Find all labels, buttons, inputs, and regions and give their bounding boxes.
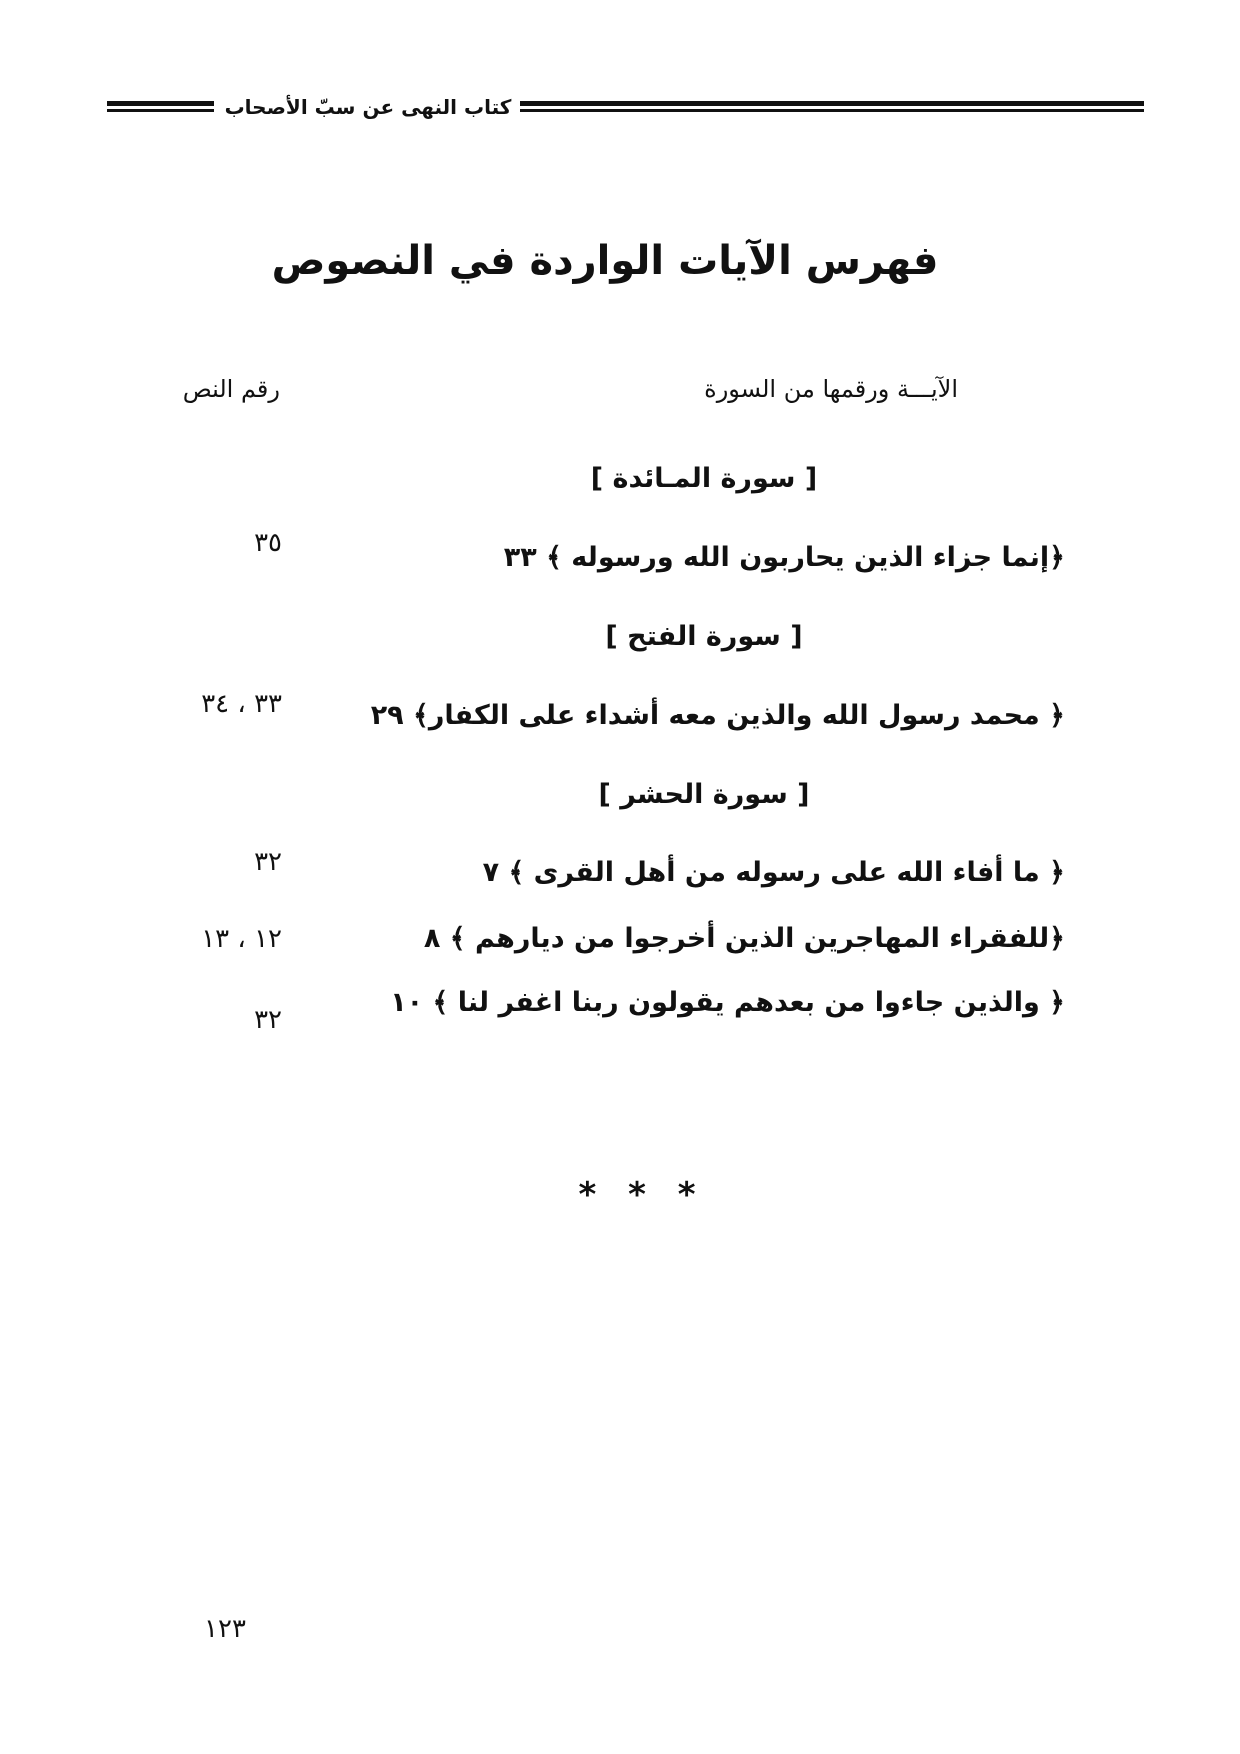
text-number: ٣٣ ، ٣٤ xyxy=(201,689,282,719)
verse-entry: ﴿إنما جزاء الذين يحاربون الله ورسوله ﴾ ٣٣ xyxy=(503,542,1065,573)
text-number: ٣٢ xyxy=(254,1005,282,1035)
page-number: ١٢٣ xyxy=(204,1614,246,1644)
surah-heading: [ سورة المـائدة ] xyxy=(590,463,818,494)
verse-entry: ﴿ والذين جاءوا من بعدهم يقولون ربنا اغفر لنا ﴾ ١٠ xyxy=(390,987,1065,1018)
text-number: ١٢ ، ١٣ xyxy=(201,924,282,954)
verse-entry: ﴿للفقراء المهاجرين الذين أخرجوا من ديارهم ﴾ ٨ xyxy=(423,923,1065,954)
surah-heading: [ سورة الفتح ] xyxy=(605,621,803,652)
surah-heading: [ سورة الحشر ] xyxy=(598,779,810,810)
verse-entry: ﴿ محمد رسول الله والذين معه أشداء على الكفار﴾ ٢٩ xyxy=(370,700,1065,731)
text-number: ٣٥ xyxy=(254,528,282,558)
verse-entry: ﴿ ما أفاء الله على رسوله من أهل القرى ﴾ ٧ xyxy=(482,857,1065,888)
header-rule-left xyxy=(107,101,214,112)
column-header-verse: الآيـــة ورقمها من السورة xyxy=(704,375,958,403)
running-title: كتاب النهى عن سبّ الأصحاب xyxy=(224,95,512,119)
column-header-text-number: رقم النص xyxy=(182,375,280,403)
text-number: ٣٢ xyxy=(254,847,282,877)
page-title: فهرس الآيات الواردة في النصوص xyxy=(271,238,939,284)
section-separator: * * * xyxy=(578,1175,706,1215)
header-rule-right xyxy=(520,101,1144,112)
